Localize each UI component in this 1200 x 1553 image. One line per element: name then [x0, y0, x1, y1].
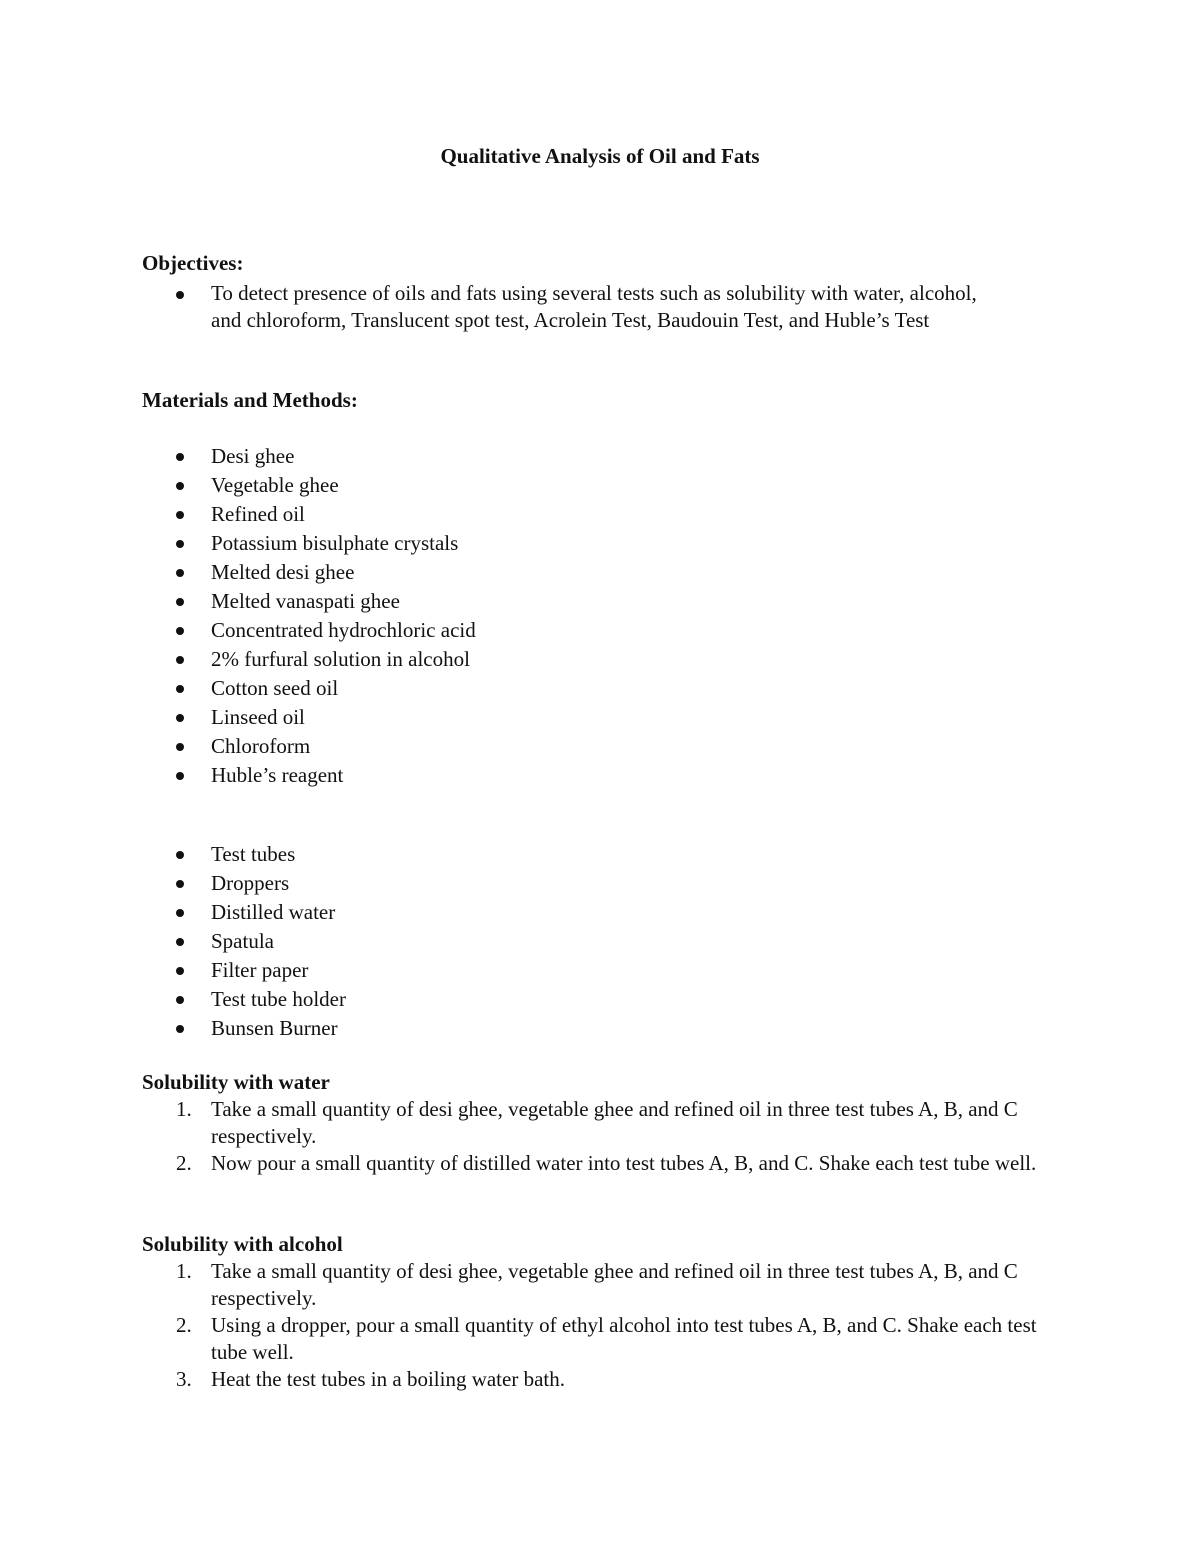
bullet-icon	[176, 540, 184, 548]
step-number: 2.	[176, 1151, 192, 1175]
solubility-water-heading: Solubility with water	[142, 1070, 330, 1094]
list-item	[142, 674, 1072, 703]
chemical-name: 2% furfural solution in alcohol	[211, 647, 470, 671]
solubility-alcohol-steps	[142, 1258, 1072, 1393]
bullet-icon	[176, 685, 184, 693]
bullet-icon	[176, 656, 184, 664]
bullet-icon	[176, 627, 184, 635]
bullet-icon	[176, 996, 184, 1004]
bullet-icon	[176, 511, 184, 519]
chemical-name: Chloroform	[211, 734, 311, 758]
list-item	[142, 898, 1072, 927]
step-number: 3.	[176, 1367, 192, 1391]
step-number: 2.	[176, 1313, 192, 1337]
objectives-heading: Objectives:	[142, 251, 244, 275]
list-item	[142, 280, 1072, 334]
bullet-icon	[176, 1025, 184, 1033]
objective-text: To detect presence of oils and fats using several tests such as solubility with water, alcohol, and chloroform, Translucent spot test, Acrolein Test, Baudouin Test, and Huble’s Test	[211, 281, 977, 332]
apparatus-name: Bunsen Burner	[211, 1016, 338, 1040]
solubility-water-steps	[142, 1096, 1072, 1177]
bullet-icon	[176, 772, 184, 780]
bullet-icon	[176, 851, 184, 859]
step-number: 1.	[176, 1097, 192, 1121]
chemical-name: Refined oil	[211, 502, 305, 526]
list-item	[142, 442, 1072, 471]
bullet-icon	[176, 967, 184, 975]
chemical-name: Desi ghee	[211, 444, 295, 468]
step-text: Heat the test tubes in a boiling water bath.	[211, 1367, 565, 1391]
apparatus-name: Droppers	[211, 871, 290, 895]
chemical-name: Vegetable ghee	[211, 473, 339, 497]
list-item	[142, 840, 1072, 869]
chemical-name: Huble’s reagent	[211, 763, 344, 787]
bullet-icon	[176, 598, 184, 606]
list-item	[142, 985, 1072, 1014]
chemical-name: Cotton seed oil	[211, 676, 339, 700]
list-item	[142, 587, 1072, 616]
objectives-list	[142, 280, 1072, 334]
bullet-icon	[176, 909, 184, 917]
step-text: Now pour a small quantity of distilled water into test tubes A, B, and C. Shake each test tube well.	[211, 1151, 1037, 1175]
bullet-icon	[176, 938, 184, 946]
bullet-icon	[176, 291, 184, 299]
bullet-icon	[176, 482, 184, 490]
bullet-icon	[176, 880, 184, 888]
list-item	[142, 732, 1072, 761]
list-item	[142, 927, 1072, 956]
chemical-name: Linseed oil	[211, 705, 305, 729]
bullet-icon	[176, 569, 184, 577]
step-item	[142, 1258, 1072, 1312]
step-number: 1.	[176, 1259, 192, 1283]
list-item	[142, 761, 1072, 790]
list-item	[142, 500, 1072, 529]
apparatus-name: Spatula	[211, 929, 274, 953]
step-text: Take a small quantity of desi ghee, vegetable ghee and refined oil in three test tubes A, B, and C respectively.	[211, 1259, 1018, 1310]
chemical-name: Melted desi ghee	[211, 560, 355, 584]
bullet-icon	[176, 743, 184, 751]
list-item	[142, 558, 1072, 587]
list-item	[142, 529, 1072, 558]
materials-heading: Materials and Methods:	[142, 388, 358, 412]
list-item	[142, 869, 1072, 898]
step-item	[142, 1312, 1072, 1366]
bullet-icon	[176, 453, 184, 461]
chemical-name: Melted vanaspati ghee	[211, 589, 400, 613]
solubility-alcohol-heading: Solubility with alcohol	[142, 1232, 343, 1256]
step-item	[142, 1150, 1072, 1177]
step-item	[142, 1366, 1072, 1393]
list-item	[142, 471, 1072, 500]
step-text: Using a dropper, pour a small quantity of ethyl alcohol into test tubes A, B, and C. Shake each test tube well.	[211, 1313, 1037, 1364]
apparatus-name: Distilled water	[211, 900, 336, 924]
list-item	[142, 703, 1072, 732]
chemicals-list	[142, 442, 1072, 790]
list-item	[142, 645, 1072, 674]
list-item	[142, 956, 1072, 985]
apparatus-name: Test tube holder	[211, 987, 346, 1011]
apparatus-name: Filter paper	[211, 958, 309, 982]
document-title: Qualitative Analysis of Oil and Fats	[440, 144, 760, 168]
chemical-name: Concentrated hydrochloric acid	[211, 618, 476, 642]
apparatus-list	[142, 840, 1072, 1043]
list-item	[142, 616, 1072, 645]
step-item	[142, 1096, 1072, 1150]
step-text: Take a small quantity of desi ghee, vegetable ghee and refined oil in three test tubes A, B, and C respectively.	[211, 1097, 1018, 1148]
bullet-icon	[176, 714, 184, 722]
list-item	[142, 1014, 1072, 1043]
apparatus-name: Test tubes	[211, 842, 296, 866]
chemical-name: Potassium bisulphate crystals	[211, 531, 459, 555]
